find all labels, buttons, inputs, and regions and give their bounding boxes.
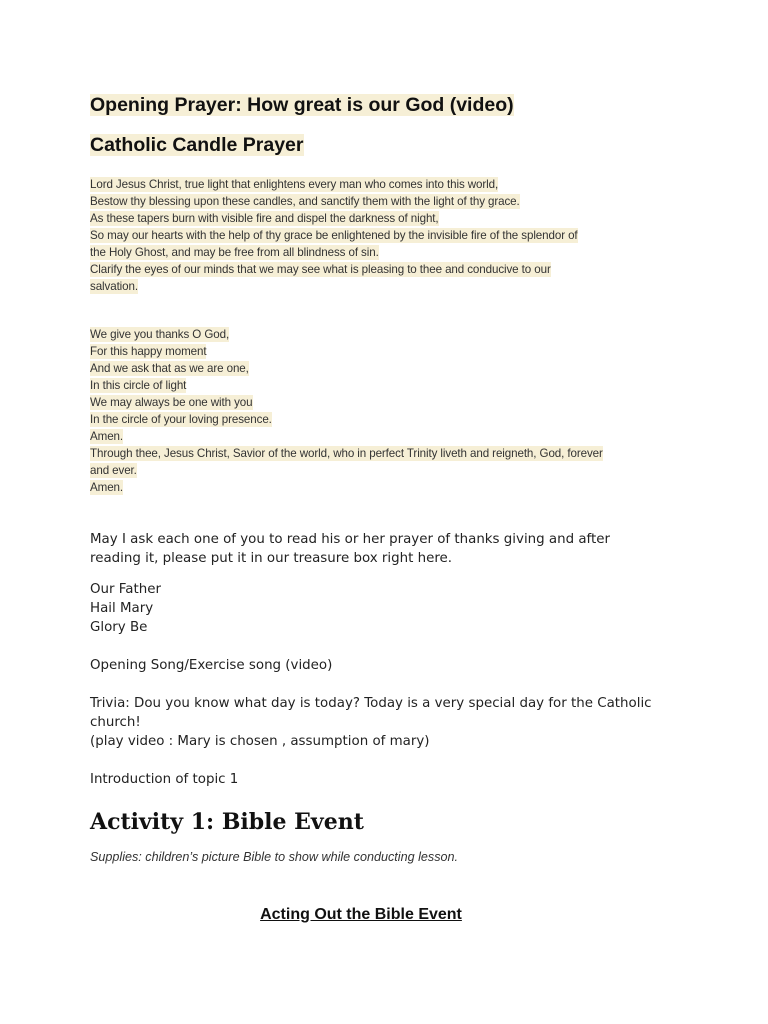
trivia-line: Trivia: Dou you know what day is today? Today is a very special day for the Catholic bbox=[90, 696, 652, 711]
prayer-line bbox=[90, 360, 690, 377]
prayer-line bbox=[90, 428, 690, 445]
trivia-paragraph bbox=[90, 694, 690, 751]
activity-title: Activity 1: Bible Event bbox=[90, 809, 364, 835]
intro-topic: Introduction of topic 1 bbox=[90, 772, 239, 787]
prayer-line-text: Clarify the eyes of our minds that we may see what is pleasing to thee and conducive to our bbox=[90, 263, 551, 276]
prayer-line bbox=[90, 343, 690, 360]
prayer-line bbox=[90, 462, 690, 479]
opening-song: Opening Song/Exercise song (video) bbox=[90, 658, 333, 673]
prayer-line-text: For this happy moment bbox=[90, 345, 207, 358]
prayer-line bbox=[90, 377, 690, 394]
prayer-line-text: We may always be one with you bbox=[90, 396, 253, 409]
candle-prayer-heading-text: Catholic Candle Prayer bbox=[90, 134, 304, 156]
trivia-line: church! bbox=[90, 715, 141, 730]
prayer-line-text: Through thee, Jesus Christ, Savior of the world, who in perfect Trinity liveth and reigneth, God, forever bbox=[90, 447, 603, 460]
prayer-line bbox=[90, 326, 690, 343]
prayer-line bbox=[90, 261, 690, 278]
prayer-line bbox=[90, 227, 690, 244]
prayer-line-text: salvation. bbox=[90, 280, 138, 293]
prayer-line-text: And we ask that as we are one, bbox=[90, 362, 249, 375]
prayer-line bbox=[90, 244, 690, 261]
thanks-prayer-text bbox=[90, 326, 690, 496]
prayer-line-text: As these tapers burn with visible fire and dispel the darkness of night, bbox=[90, 212, 439, 225]
instruction-line: May I ask each one of you to read his or her prayer of thanks giving and after bbox=[90, 532, 611, 547]
prayer-line bbox=[90, 411, 690, 428]
prayer-line bbox=[90, 394, 690, 411]
prayer-line bbox=[90, 193, 690, 210]
trivia-line: (play video : Mary is chosen , assumption of mary) bbox=[90, 734, 430, 749]
prayer-line-text: In this circle of light bbox=[90, 379, 187, 392]
instruction-line: reading it, please put it in our treasure box right here. bbox=[90, 551, 453, 566]
prayer-line-text: Bestow thy blessing upon these candles, and sanctify them with the light of thy grace. bbox=[90, 195, 520, 208]
prayer-line bbox=[90, 210, 690, 227]
opening-prayer-heading-text: Opening Prayer: How great is our God (video) bbox=[90, 94, 514, 116]
prayer-line-text: Amen. bbox=[90, 430, 124, 443]
prayer-line-text: We give you thanks O God, bbox=[90, 328, 230, 341]
opening-prayer-heading bbox=[90, 92, 514, 118]
prayer-line bbox=[90, 176, 690, 193]
prayers-list-item: Glory Be bbox=[90, 620, 148, 635]
prayer-line-text: Amen. bbox=[90, 481, 124, 494]
candle-prayer-text bbox=[90, 176, 690, 295]
prayer-line-text: the Holy Ghost, and may be free from all blindness of sin. bbox=[90, 246, 379, 259]
supplies-note: Supplies: children’s picture Bible to show while conducting lesson. bbox=[90, 850, 458, 864]
prayer-line bbox=[90, 445, 690, 462]
prayer-line-text: Lord Jesus Christ, true light that enlightens every man who comes into this world, bbox=[90, 178, 499, 191]
thanksgiving-instruction bbox=[90, 530, 690, 568]
acting-out-heading: Acting Out the Bible Event bbox=[260, 906, 462, 923]
prayers-list-item: Our Father bbox=[90, 582, 161, 597]
prayer-line-text: So may our hearts with the help of thy grace be enlightened by the invisible fire of the splendor of bbox=[90, 229, 578, 242]
prayer-line-text: and ever. bbox=[90, 464, 137, 477]
prayer-line-text: In the circle of your loving presence. bbox=[90, 413, 272, 426]
prayer-line bbox=[90, 479, 690, 496]
candle-prayer-heading bbox=[90, 132, 304, 158]
prayer-line bbox=[90, 278, 690, 295]
prayers-list-item: Hail Mary bbox=[90, 601, 154, 616]
prayers-list bbox=[90, 580, 690, 637]
